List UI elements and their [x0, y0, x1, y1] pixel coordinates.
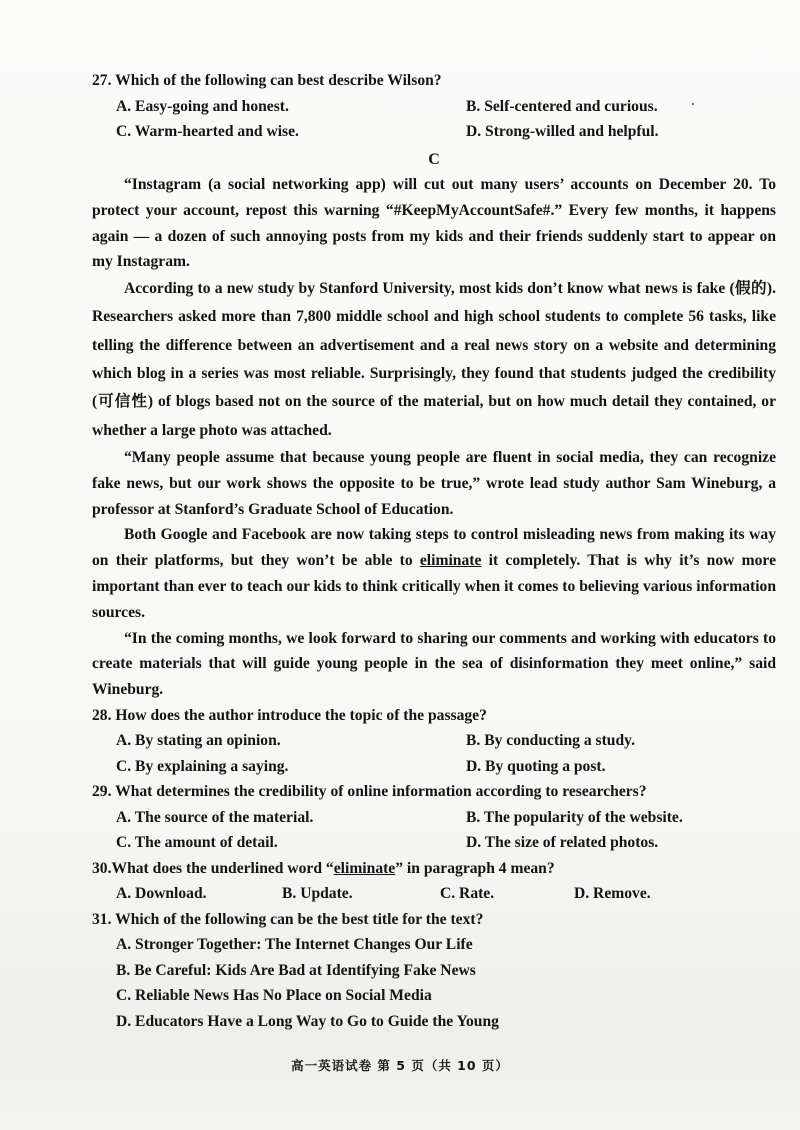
paragraph-4-text-before: Both Google and Facebook are now taking steps to control misleading news from making its way on their platforms, but they won’t be able to: [92, 526, 776, 570]
section-label: C: [428, 150, 440, 168]
question-30-stem: [92, 856, 776, 882]
q31-option-a: A. Stronger Together: The Internet Changes Our Life: [116, 936, 473, 954]
q29-option-d: D. The size of related photos.: [466, 834, 659, 852]
page-footer: 高一英语试卷 第 5 页（共 10 页）: [291, 1058, 509, 1073]
question-30-options: [92, 881, 776, 907]
q31-option-d: D. Educators Have a Long Way to Go to Guide the Young: [116, 1012, 499, 1030]
question-29: [92, 779, 776, 856]
question-31-options: [92, 932, 776, 1034]
underlined-word: eliminate: [419, 552, 482, 570]
q30-underlined-word: eliminate: [333, 859, 396, 877]
q30-option-a: A. Download.: [116, 885, 207, 903]
q27-option-c: C. Warm-hearted and wise.: [116, 123, 299, 140]
question-27-options: [92, 94, 776, 145]
question-29-stem: 29. What determines the credibility of online information according to researchers?: [92, 783, 647, 801]
question-31-stem: 31. Which of the following can be the best title for the text?: [92, 910, 484, 928]
q29-option-a: A. The source of the material.: [116, 808, 314, 826]
q29-option-b: B. The popularity of the website.: [466, 808, 683, 826]
q30-option-b: B. Update.: [282, 885, 353, 903]
q27-option-d: D. Strong-willed and helpful.: [466, 123, 659, 140]
passage-paragraph-3: “Many people assume that because young people are fluent in social media, they can recognize fake news, but our work shows the opposite to be true,” wrote lead study author Sam Wineburg, a professor at Stanford’s Graduate School of Education.: [92, 448, 776, 518]
q30-stem-before: 30.What does the underlined word “: [92, 859, 334, 877]
question-31: [92, 907, 776, 1035]
question-27-stem: 27. Which of the following can best describe Wilson?: [92, 72, 442, 89]
q31-option-b: B. Be Careful: Kids Are Bad at Identifying Fake News: [116, 961, 476, 979]
q28-option-d: D. By quoting a post.: [466, 757, 606, 775]
q27-option-b: B. Self-centered and curious.: [466, 97, 658, 115]
q28-option-a: A. By stating an opinion.: [116, 732, 281, 750]
passage-paragraph-4: [92, 522, 776, 625]
question-28-stem: 28. How does the author introduce the topic of the passage?: [92, 706, 487, 724]
q28-option-b: B. By conducting a study.: [466, 732, 635, 750]
page-content: [92, 68, 776, 1034]
q27-option-a: A. Easy-going and honest.: [116, 97, 289, 115]
question-27: [92, 68, 776, 145]
passage-paragraph-2: According to a new study by Stanford University, most kids don’t know what news is fake (假的). Researchers asked more than 7,800 middle school and high school students to complete 56 tasks, like telling the difference between an advertisement and a real news story on a website and determining which blog in a series was most reliable. Surprisingly, they found that students judged the credibility (可信性) of blogs based not on the source of the material, but on how much detail they contained, or whether a large photo was attached.: [92, 280, 776, 439]
q30-option-c: C. Rate.: [440, 885, 495, 903]
q30-stem-after: ” in paragraph 4 mean?: [395, 859, 555, 877]
question-28: [92, 703, 776, 780]
question-28-options: [92, 728, 776, 779]
question-30: [92, 856, 776, 907]
reading-passage: [92, 172, 776, 703]
paragraph-4-text-after: it completely. That is why it’s now more important than ever to teach our kids to think critically when it comes to believing various information sources.: [92, 552, 776, 621]
q31-option-c: C. Reliable News Has No Place on Social Media: [116, 987, 432, 1005]
passage-paragraph-1: “Instagram (a social networking app) will cut out many users’ accounts on December 20. To protect your account, repost this warning “#KeepMyAccountSafe#.” Every few months, it happens again — a dozen of such annoying posts from my kids and their friends suddenly start to appear on my Instagram.: [92, 176, 776, 271]
q28-option-c: C. By explaining a saying.: [116, 757, 289, 775]
question-29-options: [92, 805, 776, 856]
q29-option-c: C. The amount of detail.: [116, 834, 278, 852]
q30-option-d: D. Remove.: [574, 885, 651, 903]
passage-paragraph-5: “In the coming months, we look forward to sharing our comments and working with educators to create materials that will guide young people in the sea of disinformation they meet online,” said Wineburg.: [92, 629, 776, 699]
